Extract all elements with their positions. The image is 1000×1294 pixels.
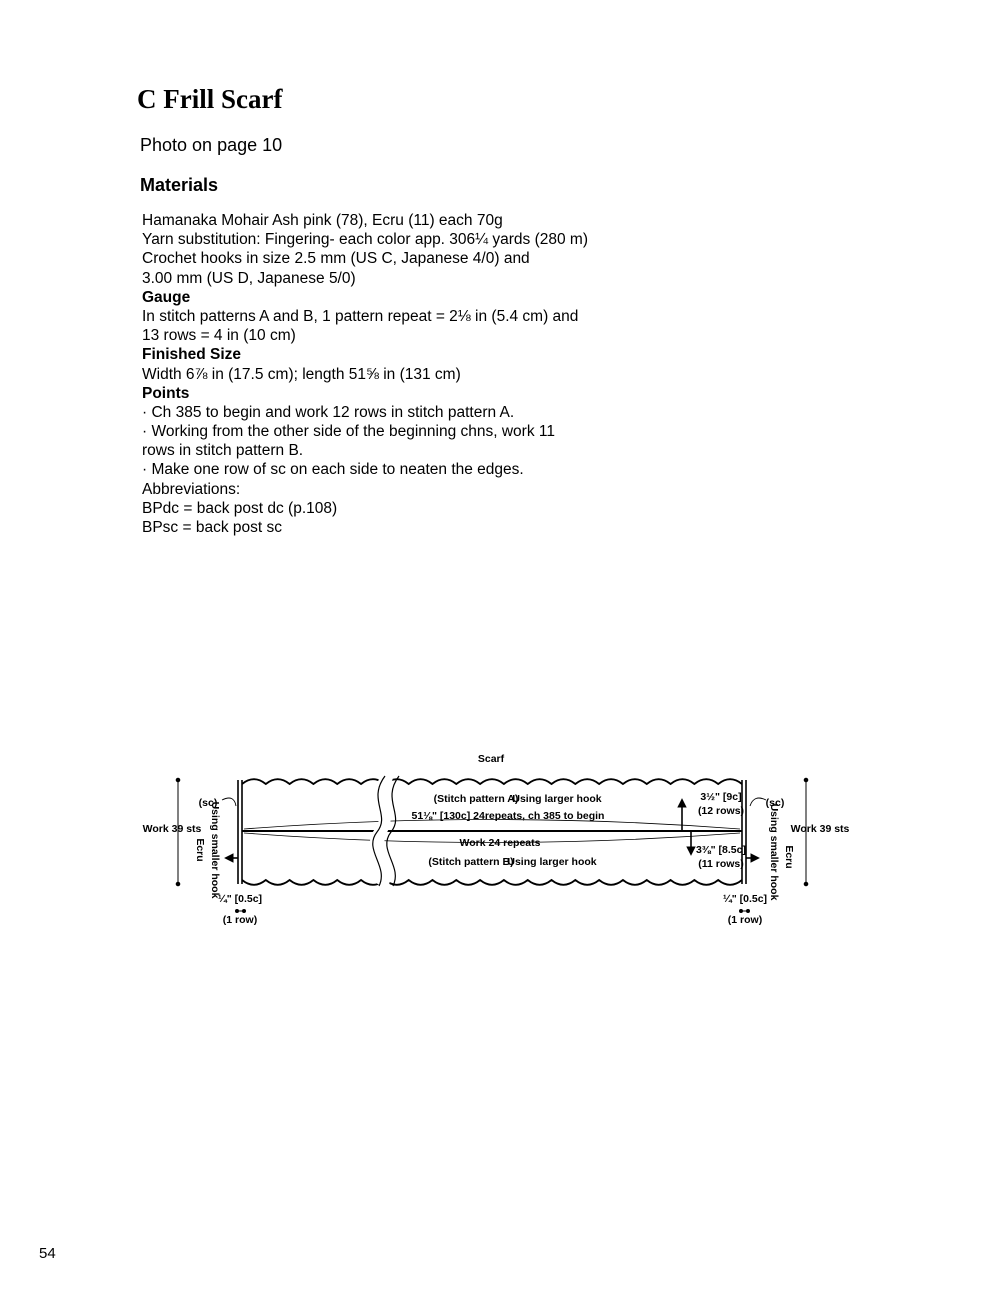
right-edge-width-marker (739, 909, 750, 913)
right-sc-label: (sc) (765, 797, 785, 809)
gauge-heading: Gauge (142, 288, 191, 306)
materials-line: 3.00 mm (US D, Japanese 5/0) (142, 269, 356, 287)
scarf-bottom-scalloped-edge (242, 880, 742, 885)
pattern-a-hook-label: Using larger hook (512, 793, 602, 805)
right-edge-rows-label: (1 row) (727, 914, 763, 926)
scarf-top-scalloped-edge (242, 779, 742, 784)
gauge-line: In stitch patterns A and B, 1 pattern repeat = 2⅛ in (5.4 cm) and (142, 307, 579, 325)
bottom-rows-label: (11 rows) (698, 858, 744, 870)
materials-line: Crochet hooks in size 2.5 mm (US C, Japanese 4/0) and (142, 250, 530, 268)
left-smaller-hook-label: Using smaller hook (209, 801, 221, 899)
photo-reference: Photo on page 10 (140, 135, 283, 155)
stitch-pattern-b-label: (Stitch pattern B) (428, 856, 514, 868)
abbreviation-bpdc: BPdc = back post dc (p.108) (142, 499, 338, 517)
left-edge-width-marker (235, 909, 246, 913)
length-dimension-label: 51⅛" [130c] 24repeats, ch 385 to begin (411, 810, 605, 822)
scarf-diagram (0, 740, 1000, 940)
points-line: rows in stitch pattern B. (142, 442, 304, 460)
diagram-title: Scarf (477, 753, 505, 765)
right-edge-width-label: ¼" [0.5c] (722, 893, 768, 905)
scarf-left-edge (238, 780, 242, 884)
points-line: · Ch 385 to begin and work 12 rows in stitch pattern A. (142, 403, 515, 421)
points-line: · Working from the other side of the beginning chns, work 11 (142, 423, 555, 441)
bottom-height-label: 3⅜" [8.5c] (696, 844, 746, 856)
materials-line: Hamanaka Mohair Ash pink (78), Ecru (11) each 70g (142, 212, 503, 229)
abbreviation-bpsc: BPsc = back post sc (142, 519, 282, 536)
materials-line: Yarn substitution: Fingering- each color app. 306¼ yards (280 m) (142, 231, 589, 249)
abbreviations-label: Abbreviations: (142, 480, 241, 498)
pattern-b-hook-label: Using larger hook (507, 856, 597, 868)
page-number: 54 (39, 1245, 56, 1262)
right-sc-callout (750, 798, 766, 806)
stitch-pattern-a-label: (Stitch pattern A) (433, 793, 519, 805)
left-sc-callout (222, 798, 236, 806)
finished-size-heading: Finished Size (142, 346, 242, 364)
top-height-label: 3½" [9c] (700, 791, 742, 803)
finished-size-line: Width 6⅞ in (17.5 cm); length 51⅝ in (131 cm) (142, 365, 461, 383)
right-smaller-hook-label: Using smaller hook (768, 803, 780, 901)
left-edge-rows-label: (1 row) (222, 914, 258, 926)
points-heading: Points (142, 384, 190, 402)
page-title: C Frill Scarf (137, 84, 283, 114)
left-work-stitches: Work 39 sts (142, 823, 202, 835)
points-line: · Make one row of sc on each side to neaten the edges. (142, 461, 524, 479)
materials-heading: Materials (140, 175, 219, 195)
repeats-label: Work 24 repeats (459, 837, 541, 849)
gauge-line: 13 rows = 4 in (10 cm) (142, 327, 296, 345)
left-sc-label: (sc) (198, 797, 218, 809)
right-work-stitches: Work 39 sts (790, 823, 850, 835)
left-edge-width-label: ¼" [0.5c] (217, 893, 263, 905)
pattern-details (142, 211, 662, 537)
left-ecru-label: Ecru (194, 838, 206, 862)
top-rows-label: (12 rows) (697, 805, 745, 817)
right-ecru-label: Ecru (783, 845, 795, 869)
